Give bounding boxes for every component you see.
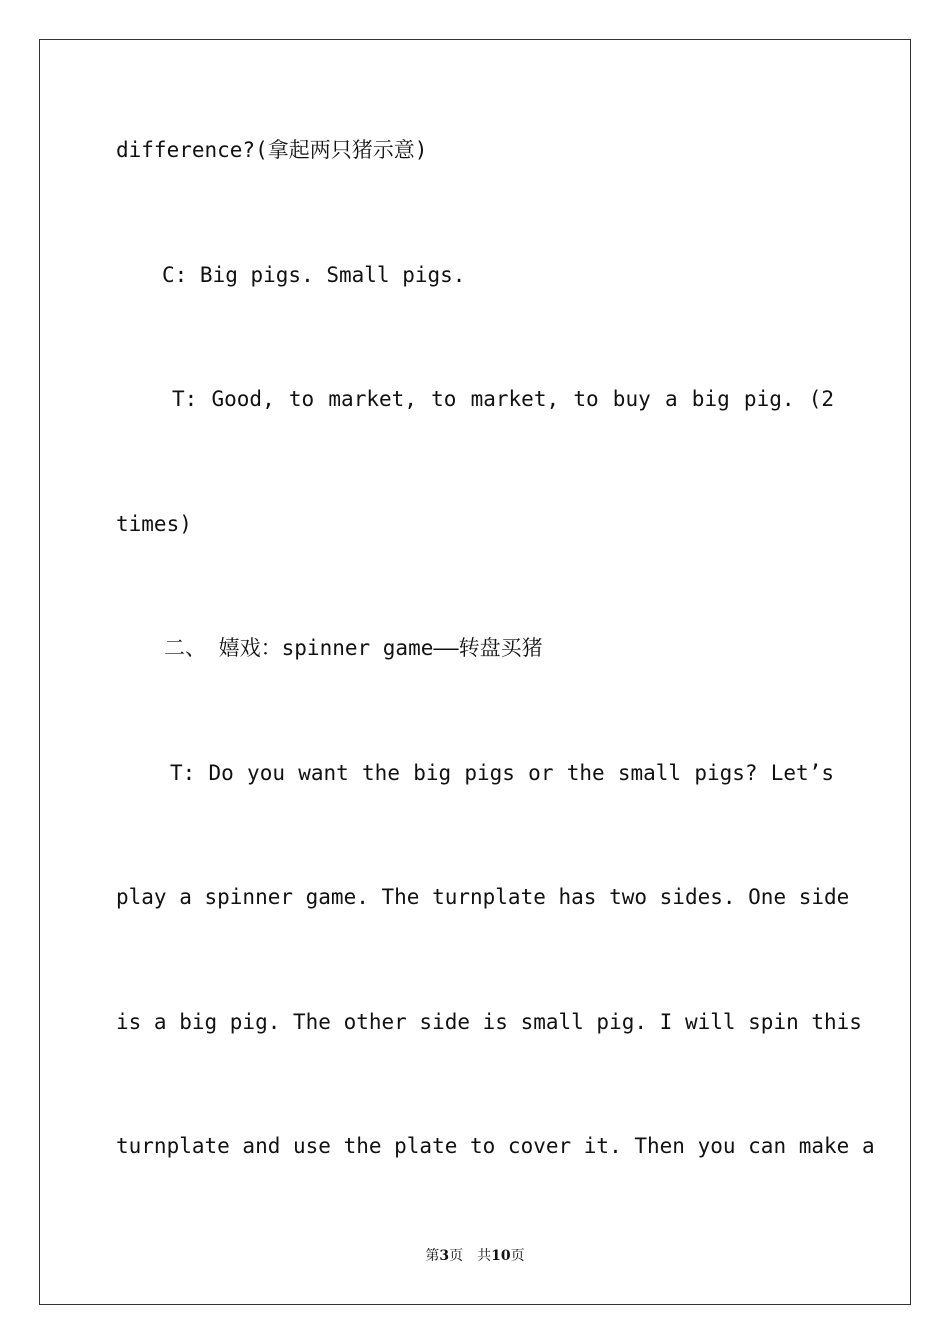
text-line-4: times) [116,512,192,536]
text-line-1: difference?(拿起两只猪示意) [116,138,428,162]
text-line-2: C: Big pigs. Small pigs. [162,263,466,287]
page-number: 3 [439,1248,450,1264]
page-suffix: 页 [449,1248,464,1264]
page-prefix: 第 [425,1248,440,1264]
text-line-3: T: Good, to market, to market, to buy a big pig. (2 [172,387,834,411]
text-line-6: T: Do you want the big pigs or the small pigs? Let’s [170,761,834,785]
page-footer [0,1247,950,1265]
section-heading: 二、 嬉戏：spinner game——转盘买猪 [164,636,543,660]
total-pages: 10 [491,1248,511,1264]
page-border [39,39,911,1305]
text-line-8: is a big pig. The other side is small pig. I will spin this [116,1010,862,1034]
text-line-9: turnplate and use the plate to cover it. Then you can make a [116,1134,875,1158]
text-line-7: play a spinner game. The turnplate has two sides. One side [116,885,850,909]
total-suffix: 页 [510,1248,525,1264]
total-prefix: 共 [477,1248,492,1264]
